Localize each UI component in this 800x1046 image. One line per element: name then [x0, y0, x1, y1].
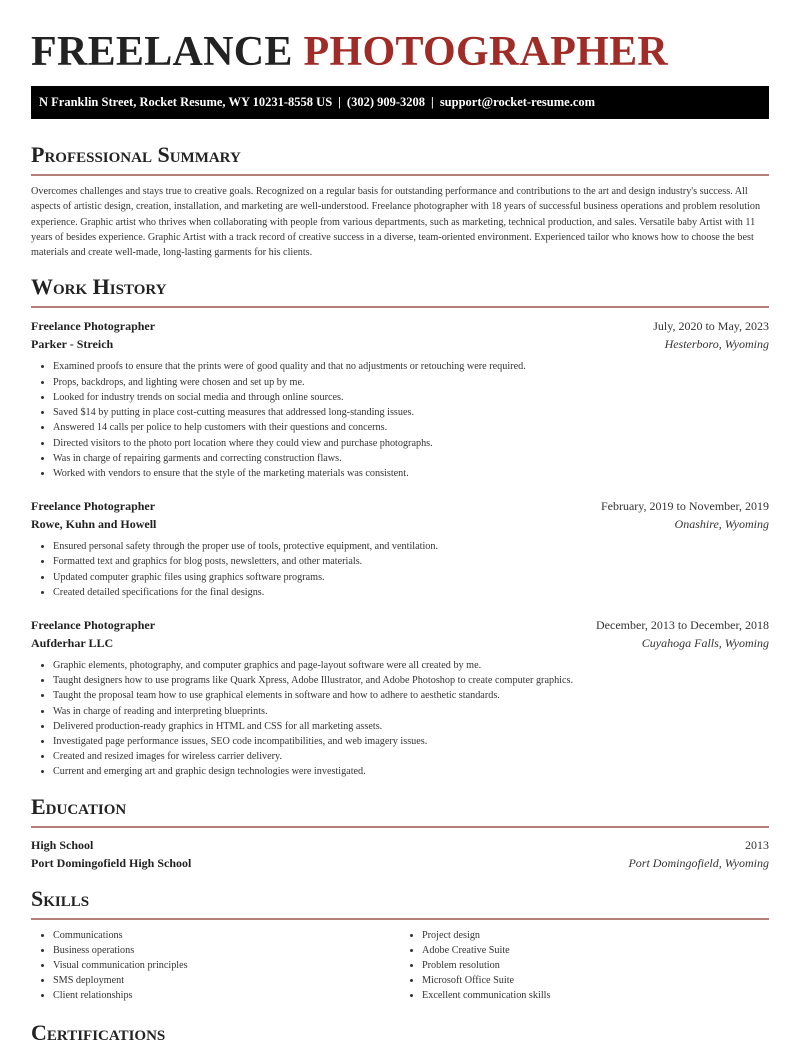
contact-email: support@rocket-resume.com	[439, 95, 596, 109]
title-accent-word: PHOTOGRAPHER	[303, 29, 669, 75]
list-item: • Updated computer graphic files using graphics software programs.	[53, 570, 769, 585]
list-item: • Taught the proposal team how to use graphical elements in software and how to adhere to aesthetic standards.	[53, 688, 769, 703]
list-item: • Created and resized images for wireless carrier delivery.	[53, 749, 769, 764]
job-entry	[31, 497, 769, 600]
skills-section	[31, 886, 769, 1004]
summary-text: Overcomes challenges and stays true to creative goals. Recognized on a regular basis for outstanding performance and contributions to the art and design industry's success. All aspects of artistic design, creation, installation, and marketing are well-understood. Freelance photographer with 18 years of successful business operations and problem resolution experience. Graphic artist who thrives when collaborating with people from various departments, such as marketing, technical production, and sales. Versatile baby Artist with 11 years of besides experience. Graphic Artist with a track record of creative success in a diverse, team-oriented environment. Experienced tailor who knows how to choose the best materials and create well-made, long-lasting garments for his clients.	[31, 186, 761, 259]
education-year: 2013	[745, 837, 769, 852]
list-item: • Microsoft Office Suite	[422, 973, 769, 988]
work-history-section	[31, 274, 769, 779]
list-item: • Graphic elements, photography, and computer graphics and page-layout software were all created by me.	[53, 658, 769, 673]
list-item: • Props, backdrops, and lighting were chosen and set up by me.	[53, 375, 769, 390]
list-item: • Created detailed specifications for the final designs.	[53, 585, 769, 600]
list-item: • SMS deployment	[53, 973, 400, 988]
list-item: • Was in charge of reading and interpreting blueprints.	[53, 704, 769, 719]
summary-section	[31, 142, 769, 260]
job-entry	[31, 616, 769, 780]
skills-list-left	[31, 928, 400, 1004]
education-header-row	[31, 836, 769, 854]
list-item: • Ensured personal safety through the proper use of tools, protective equipment, and ventilation.	[53, 539, 769, 554]
list-item: • Saved $14 by putting in place cost-cutting measures that addressed long-standing issues.	[53, 405, 769, 420]
job-title: Freelance Photographer	[31, 499, 156, 514]
section-divider	[31, 174, 769, 176]
job-company-row	[31, 634, 769, 652]
job-company: Parker - Streich	[31, 337, 114, 352]
contact-phone: (302) 909-3208	[346, 95, 426, 109]
section-heading-skills: Skills	[31, 885, 90, 911]
job-location: Hesterboro, Wyoming	[664, 337, 769, 352]
job-company: Rowe, Kuhn and Howell	[31, 517, 157, 532]
list-item: • Adobe Creative Suite	[422, 943, 769, 958]
education-entry	[31, 836, 769, 872]
contact-address: N Franklin Street, Rocket Resume, WY 10231-8558 US	[39, 95, 333, 109]
list-item: • Problem resolution	[422, 958, 769, 973]
education-school: Port Domingofield High School	[31, 855, 192, 870]
list-item: • Project design	[422, 928, 769, 943]
section-divider	[31, 918, 769, 920]
job-bullets	[31, 658, 769, 780]
job-bullets	[31, 359, 769, 481]
job-title: Freelance Photographer	[31, 319, 156, 334]
resume-title	[31, 0, 769, 75]
job-location: Cuyahoga Falls, Wyoming	[641, 635, 769, 650]
list-item: • Client relationships	[53, 988, 400, 1003]
contact-bar	[31, 86, 769, 119]
job-header-row	[31, 317, 769, 335]
certifications-section	[31, 1020, 769, 1046]
section-divider	[31, 306, 769, 308]
section-divider	[31, 826, 769, 828]
job-header-row	[31, 497, 769, 515]
section-heading-education: Education	[31, 793, 127, 819]
job-dates: July, 2020 to May, 2023	[653, 319, 769, 334]
list-item: • Worked with vendors to ensure that the style of the marketing materials was consistent.	[53, 466, 769, 481]
education-location: Port Domingofield, Wyoming	[628, 855, 769, 870]
list-item: • Taught designers how to use programs like Quark Xpress, Adobe Illustrator, and Adobe Photoshop to create computer graphics.	[53, 673, 769, 688]
job-bullets	[31, 539, 769, 600]
job-dates: December, 2013 to December, 2018	[596, 617, 769, 632]
list-item: • Looked for industry trends on social media and through online sources.	[53, 390, 769, 405]
education-school-row	[31, 854, 769, 872]
title-first-word: FREELANCE	[31, 29, 293, 75]
job-company-row	[31, 515, 769, 533]
list-item: • Visual communication principles	[53, 958, 400, 973]
job-title: Freelance Photographer	[31, 617, 156, 632]
separator: |	[431, 95, 434, 109]
separator: |	[338, 95, 341, 109]
list-item: • Delivered production-ready graphics in HTML and CSS for all marketing assets.	[53, 719, 769, 734]
list-item: • Communications	[53, 928, 400, 943]
skills-columns	[31, 928, 769, 1004]
skills-list-right	[400, 928, 769, 1004]
list-item: • Was in charge of repairing garments and correcting construction flaws.	[53, 451, 769, 466]
list-item: • Answered 14 calls per police to help customers with their questions and concerns.	[53, 420, 769, 435]
job-company-row	[31, 335, 769, 353]
list-item: • Examined proofs to ensure that the prints were of good quality and that no adjustments or retouching were required.	[53, 359, 769, 374]
job-header-row	[31, 616, 769, 634]
job-entry	[31, 317, 769, 481]
job-location: Onashire, Wyoming	[674, 517, 769, 532]
list-item: • Current and emerging art and graphic design technologies were investigated.	[53, 764, 769, 779]
list-item: • Excellent communication skills	[422, 988, 769, 1003]
section-heading-certifications: Certifications	[31, 1019, 166, 1045]
job-dates: February, 2019 to November, 2019	[600, 499, 769, 514]
section-heading-work-history: Work History	[31, 274, 167, 300]
list-item: • Investigated page performance issues, SEO code incompatibilities, and web imagery issues.	[53, 734, 769, 749]
education-section	[31, 794, 769, 872]
list-item: • Directed visitors to the photo port location where they could view and purchase photographs.	[53, 436, 769, 451]
education-degree: High School	[31, 837, 94, 852]
list-item: • Business operations	[53, 943, 400, 958]
list-item: • Formatted text and graphics for blog posts, newsletters, and other materials.	[53, 554, 769, 569]
job-company: Aufderhar LLC	[31, 635, 114, 650]
section-heading-summary: Professional Summary	[31, 142, 241, 167]
